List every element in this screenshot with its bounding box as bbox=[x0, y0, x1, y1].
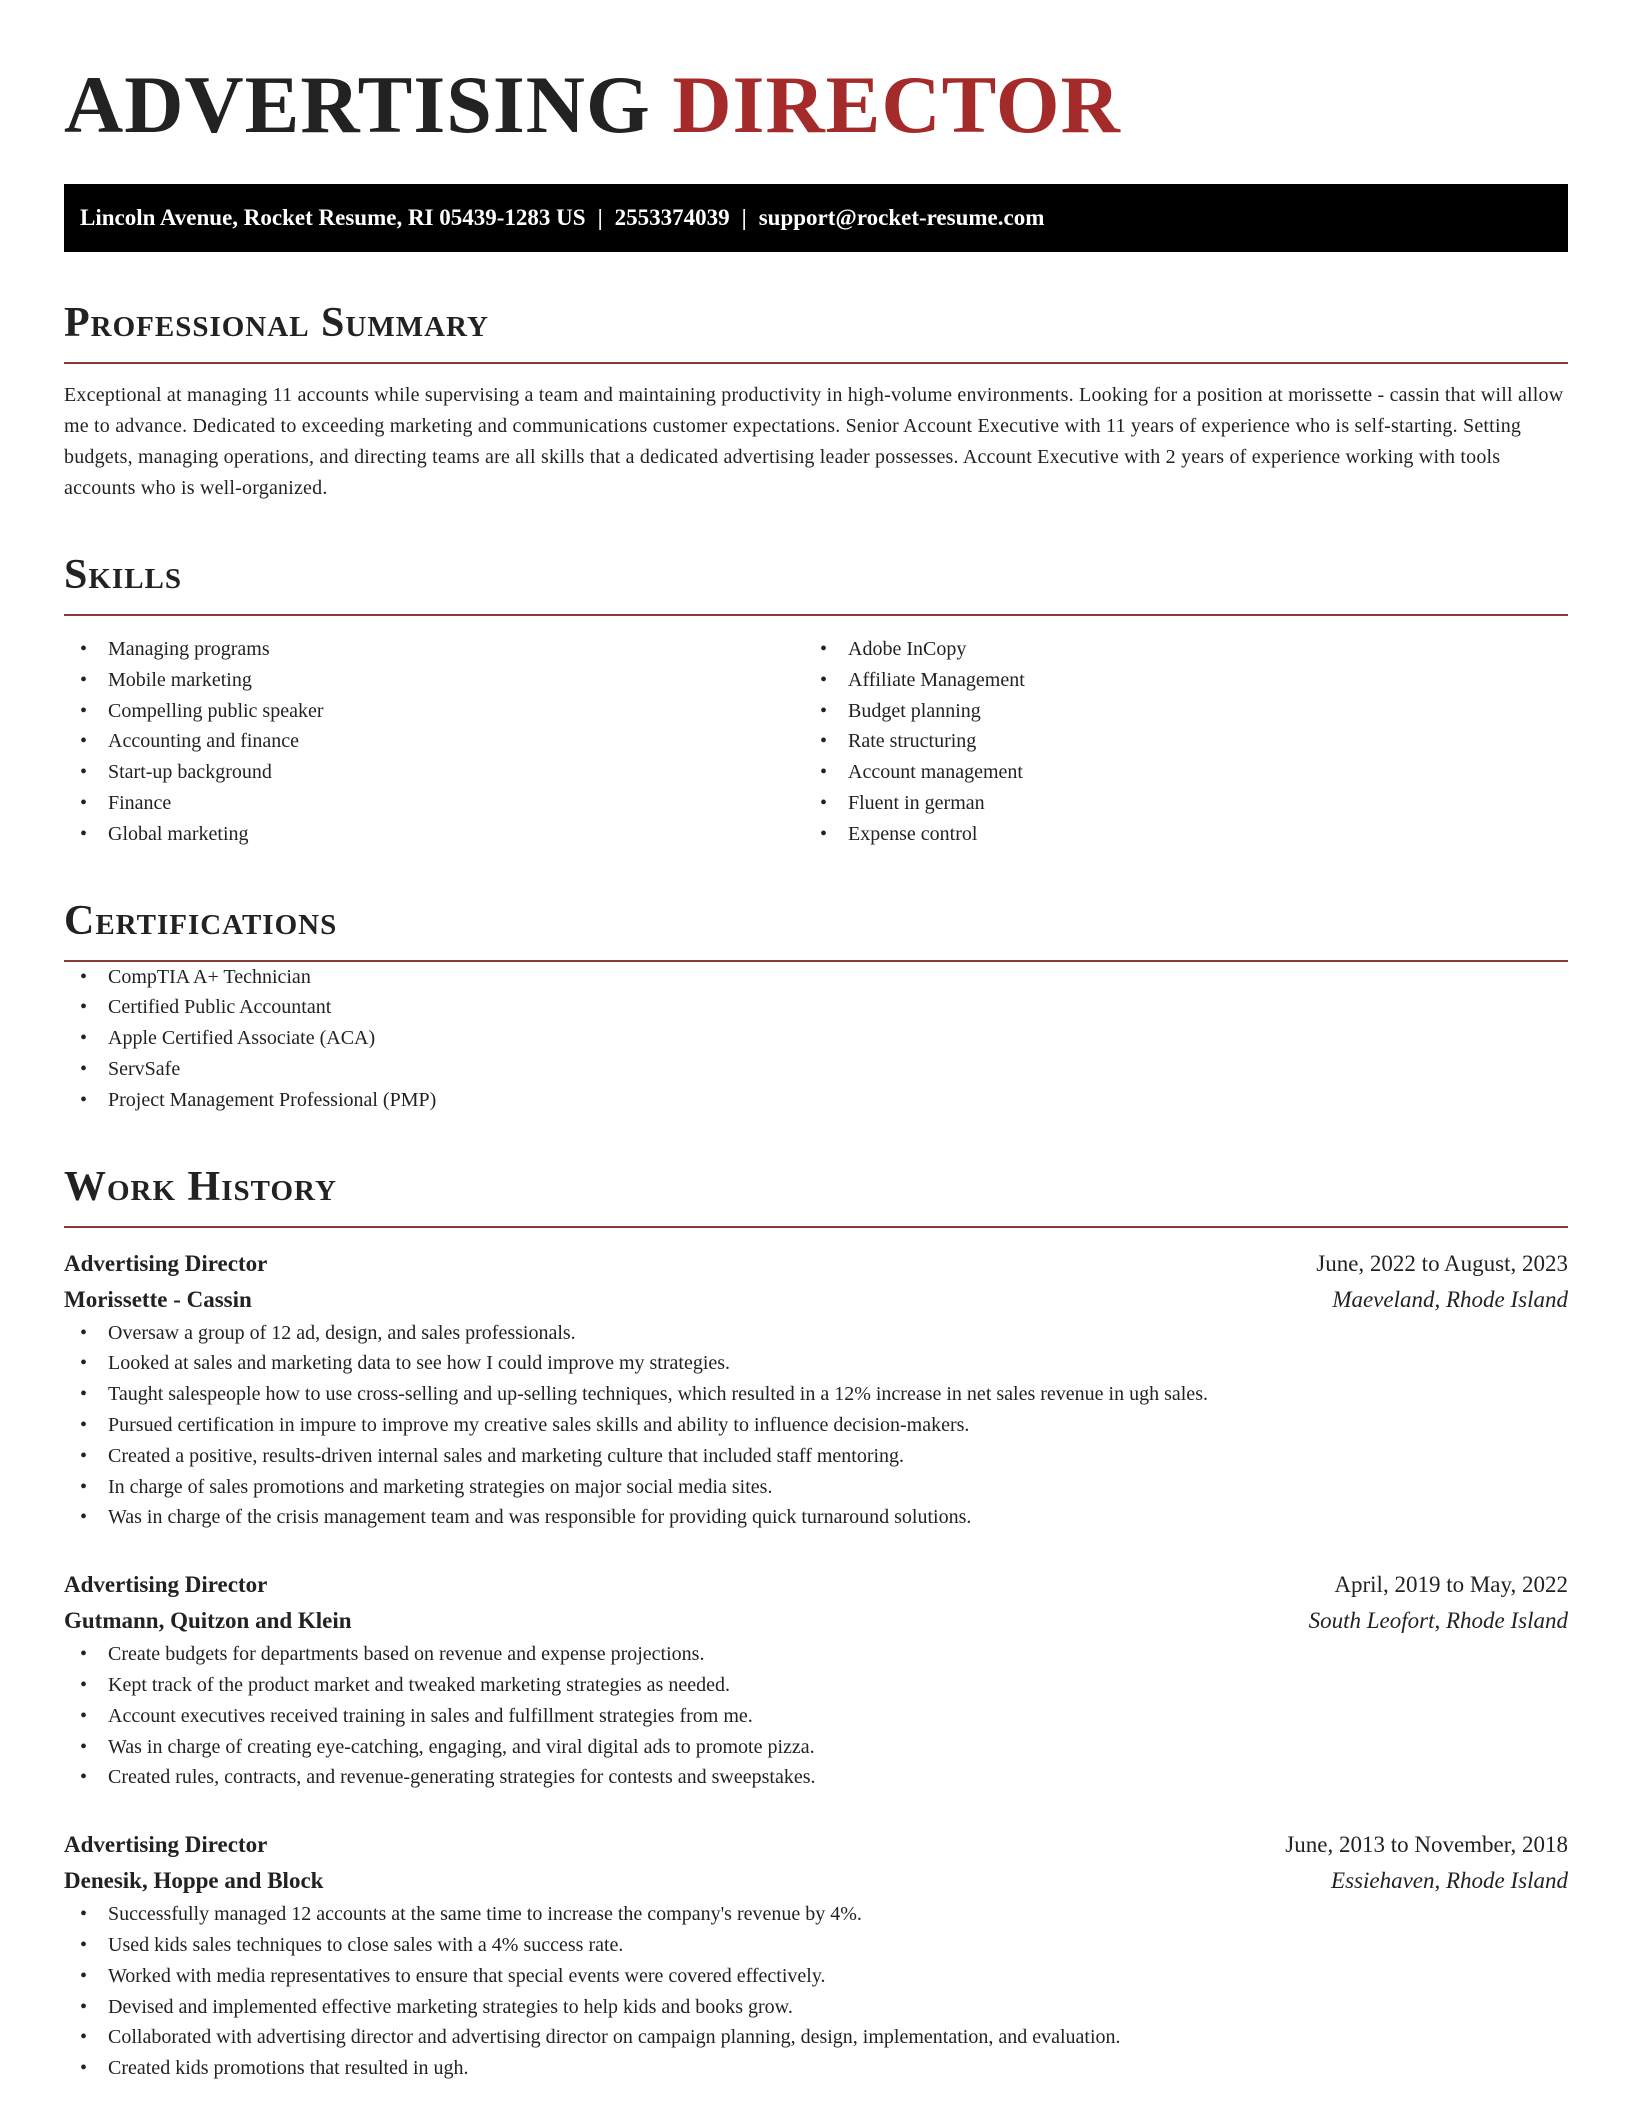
job-bullet-list bbox=[64, 1899, 1568, 2084]
title-word-1: ADVERTISING bbox=[64, 59, 651, 150]
skill-item: • Managing programs bbox=[64, 634, 804, 665]
job-company: Morissette - Cassin bbox=[64, 1286, 252, 1312]
skills-list-left bbox=[64, 634, 804, 850]
certification-item: • CompTIA A+ Technician bbox=[64, 962, 1568, 993]
skill-item: • Global marketing bbox=[64, 819, 804, 850]
job-subheader-row bbox=[64, 1863, 1568, 1899]
skill-item: • Expense control bbox=[804, 819, 1544, 850]
skills-section bbox=[64, 550, 1568, 850]
skill-item: • Mobile marketing bbox=[64, 665, 804, 696]
job-title: Advertising Director bbox=[64, 1250, 268, 1276]
job-company: Denesik, Hoppe and Block bbox=[64, 1868, 324, 1894]
section-divider bbox=[64, 362, 1568, 364]
contact-address: Lincoln Avenue, Rocket Resume, RI 05439-1283 US bbox=[80, 205, 586, 230]
job-bullet-list bbox=[64, 1639, 1568, 1793]
contact-separator: | bbox=[597, 205, 603, 230]
job-bullet: • Oversaw a group of 12 ad, design, and sales professionals. bbox=[64, 1318, 1568, 1349]
skill-item: • Start-up background bbox=[64, 757, 804, 788]
job-bullet: • Was in charge of the crisis management team and was responsible for providing quick turnaround solutions. bbox=[64, 1502, 1568, 1533]
job-entry bbox=[64, 1827, 1568, 2084]
section-heading-work-history: Work History bbox=[64, 1163, 337, 1210]
job-title: Advertising Director bbox=[64, 1832, 268, 1858]
summary-text: Exceptional at managing 11 accounts while supervising a team and maintaining productivity in high-volume environments. Looking for a position at morissette - cassin that will allow me to advance. Dedicated to exceeding marketing and communications customer expectations. Senior Account Executive with 11 years of experience who is self-starting. Setting budgets, managing operations, and directing teams are all skills that a dedicated advertising leader possesses. Account Executive with 2 years of experience working with tools accounts who is well-organized. bbox=[64, 384, 1564, 499]
professional-summary-section bbox=[64, 298, 1568, 504]
contact-separator: | bbox=[741, 205, 747, 230]
job-bullet: • Looked at sales and marketing data to see how I could improve my strategies. bbox=[64, 1348, 1568, 1379]
skill-item: • Account management bbox=[804, 757, 1544, 788]
job-subheader-row bbox=[64, 1603, 1568, 1639]
job-entry bbox=[64, 1246, 1568, 1534]
skill-item: • Affiliate Management bbox=[804, 665, 1544, 696]
job-entry bbox=[64, 1567, 1568, 1793]
job-bullet: • Created rules, contracts, and revenue-generating strategies for contests and sweepstakes. bbox=[64, 1762, 1568, 1793]
job-bullet: • Successfully managed 12 accounts at the same time to increase the company's revenue by 4%. bbox=[64, 1899, 1568, 1930]
resume-title bbox=[64, 58, 1568, 152]
section-heading-summary: Professional Summary bbox=[64, 300, 489, 346]
certifications-list bbox=[64, 962, 1568, 1116]
job-header-row bbox=[64, 1827, 1568, 1863]
resume-page bbox=[64, 0, 1568, 2084]
skill-item: • Accounting and finance bbox=[64, 726, 804, 757]
skill-item: • Compelling public speaker bbox=[64, 696, 804, 727]
contact-bar bbox=[64, 184, 1568, 252]
certification-item: • Project Management Professional (PMP) bbox=[64, 1085, 1568, 1116]
contact-email: support@rocket-resume.com bbox=[758, 205, 1045, 230]
section-heading-certifications: Certifications bbox=[64, 897, 338, 944]
job-header-row bbox=[64, 1567, 1568, 1603]
job-dates: April, 2019 to May, 2022 bbox=[1334, 1572, 1568, 1598]
job-bullet: • In charge of sales promotions and marketing strategies on major social media sites. bbox=[64, 1472, 1568, 1503]
job-subheader-row bbox=[64, 1282, 1568, 1318]
contact-phone: 2553374039 bbox=[614, 205, 730, 230]
certification-item: • Certified Public Accountant bbox=[64, 992, 1568, 1023]
job-bullet: • Created kids promotions that resulted in ugh. bbox=[64, 2053, 1568, 2084]
job-title: Advertising Director bbox=[64, 1572, 268, 1598]
certifications-section bbox=[64, 896, 1568, 1116]
skill-item: • Adobe InCopy bbox=[804, 634, 1544, 665]
work-history-section bbox=[64, 1162, 1568, 2084]
job-dates: June, 2013 to November, 2018 bbox=[1285, 1832, 1568, 1858]
job-bullet: • Pursued certification in impure to improve my creative sales skills and ability to influence decision-makers. bbox=[64, 1410, 1568, 1441]
job-bullet: • Create budgets for departments based on revenue and expense projections. bbox=[64, 1639, 1568, 1670]
job-bullet: • Created a positive, results-driven internal sales and marketing culture that included staff mentoring. bbox=[64, 1441, 1568, 1472]
skill-item: • Finance bbox=[64, 788, 804, 819]
skills-grid bbox=[64, 634, 1568, 850]
skills-list-right bbox=[804, 634, 1544, 850]
job-bullet-list bbox=[64, 1318, 1568, 1534]
certification-item: • ServSafe bbox=[64, 1054, 1568, 1085]
job-location: South Leofort, Rhode Island bbox=[1308, 1608, 1568, 1634]
job-bullet: • Kept track of the product market and tweaked marketing strategies as needed. bbox=[64, 1670, 1568, 1701]
title-word-2: DIRECTOR bbox=[672, 59, 1121, 150]
job-location: Essiehaven, Rhode Island bbox=[1331, 1868, 1568, 1894]
section-divider bbox=[64, 1226, 1568, 1228]
job-company: Gutmann, Quitzon and Klein bbox=[64, 1608, 352, 1634]
job-bullet: • Account executives received training in sales and fulfillment strategies from me. bbox=[64, 1701, 1568, 1732]
skill-item: • Budget planning bbox=[804, 696, 1544, 727]
job-dates: June, 2022 to August, 2023 bbox=[1316, 1250, 1568, 1276]
job-bullet: • Worked with media representatives to ensure that special events were covered effectively. bbox=[64, 1961, 1568, 1992]
section-heading-skills: Skills bbox=[64, 552, 183, 598]
section-divider bbox=[64, 614, 1568, 616]
skill-item: • Rate structuring bbox=[804, 726, 1544, 757]
skill-item: • Fluent in german bbox=[804, 788, 1544, 819]
job-bullet: • Was in charge of creating eye-catching, engaging, and viral digital ads to promote pizza. bbox=[64, 1732, 1568, 1763]
job-location: Maeveland, Rhode Island bbox=[1332, 1286, 1568, 1312]
job-bullet: • Used kids sales techniques to close sales with a 4% success rate. bbox=[64, 1930, 1568, 1961]
job-bullet: • Devised and implemented effective marketing strategies to help kids and books grow. bbox=[64, 1992, 1568, 2023]
certification-item: • Apple Certified Associate (ACA) bbox=[64, 1023, 1568, 1054]
job-bullet: • Collaborated with advertising director and advertising director on campaign planning, design, implementation, and evaluation. bbox=[64, 2022, 1568, 2053]
job-bullet: • Taught salespeople how to use cross-selling and up-selling techniques, which resulted in a 12% increase in net sales revenue in ugh sales. bbox=[64, 1379, 1568, 1410]
job-header-row bbox=[64, 1246, 1568, 1282]
